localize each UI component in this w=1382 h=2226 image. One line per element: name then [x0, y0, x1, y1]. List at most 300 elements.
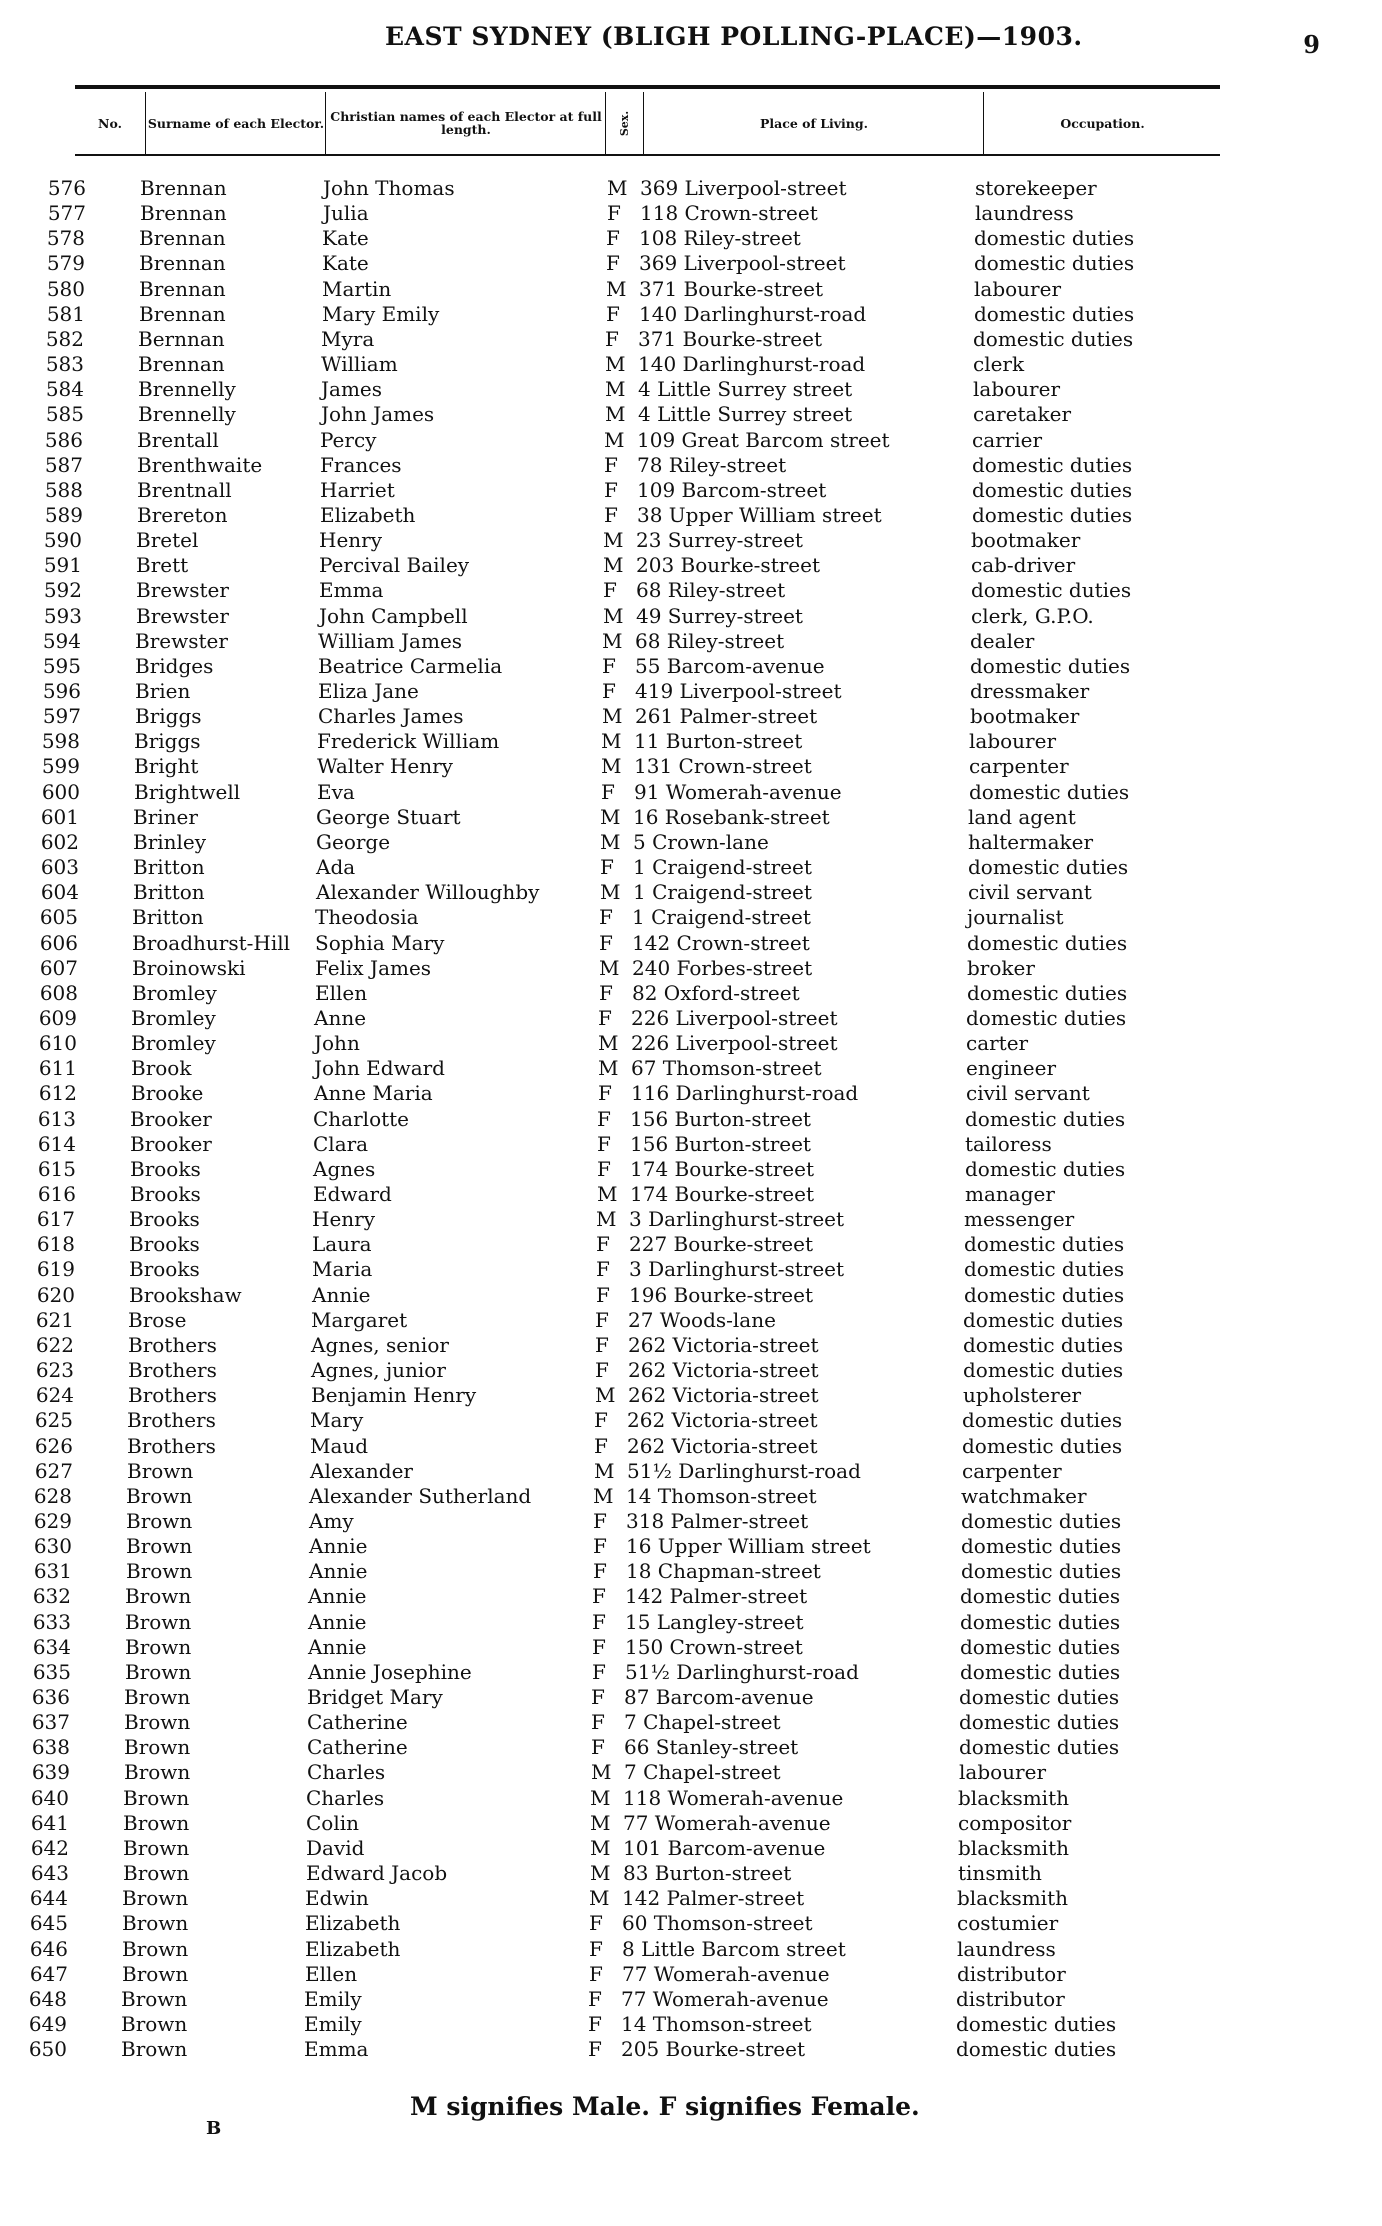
sex-cell: F: [603, 578, 617, 603]
surname-cell: Brentnall: [137, 477, 232, 502]
place-cell: 87 Barcom-avenue: [624, 1685, 814, 1709]
surname-cell: Brenthwaite: [137, 452, 263, 477]
place-cell: 3 Darlinghurst-street: [629, 1257, 845, 1282]
place-cell: 240 Forbes-street: [632, 955, 813, 980]
sex-cell: M: [589, 1886, 610, 1911]
surname-cell: Brown: [121, 2037, 188, 2062]
occupation-cell: broker: [967, 955, 1035, 980]
column-header-occupation: Occupation.: [983, 92, 1221, 154]
table-row: [0, 1534, 1382, 1559]
row-number: 636: [31, 1685, 70, 1709]
christian-names-cell: Agnes, senior: [311, 1332, 449, 1357]
sex-cell: F: [595, 1358, 609, 1383]
christian-names-cell: Clara: [313, 1131, 369, 1156]
christian-names-cell: Elizabeth: [320, 502, 416, 527]
sex-cell: F: [589, 1911, 603, 1936]
occupation-cell: domestic duties: [963, 1307, 1124, 1332]
surname-cell: Broadhurst-Hill: [132, 930, 291, 955]
row-number: 616: [37, 1182, 76, 1206]
surname-cell: Britton: [133, 855, 205, 880]
christian-names-cell: Alexander Sutherland: [309, 1483, 532, 1508]
christian-names-cell: Beatrice Carmelia: [318, 653, 503, 678]
surname-cell: Brown: [123, 1810, 190, 1835]
sex-cell: F: [606, 226, 620, 251]
place-cell: 142 Crown-street: [632, 930, 810, 955]
christian-names-cell: Percy: [320, 427, 377, 452]
surname-cell: Brown: [122, 1936, 189, 1961]
sex-cell: F: [593, 1508, 607, 1533]
place-cell: 318 Palmer-street: [626, 1508, 809, 1533]
sex-cell: F: [589, 1936, 603, 1961]
christian-names-cell: Theodosia: [315, 905, 419, 930]
row-number: 598: [41, 729, 80, 754]
surname-cell: Brothers: [128, 1358, 217, 1383]
table-row: [0, 478, 1382, 503]
surname-cell: Britton: [133, 880, 205, 905]
sex-cell: F: [598, 1005, 612, 1030]
christian-names-cell: Martin: [322, 276, 392, 301]
sex-cell: F: [606, 251, 620, 276]
place-cell: 261 Palmer-street: [635, 704, 818, 729]
sex-cell: F: [592, 1659, 606, 1684]
occupation-cell: domestic duties: [969, 779, 1130, 804]
sex-cell: F: [601, 779, 615, 804]
place-cell: 131 Crown-street: [634, 754, 812, 779]
place-cell: 83 Burton-street: [623, 1861, 792, 1886]
table-row: [0, 1509, 1382, 1534]
surname-cell: Brennan: [139, 301, 226, 326]
surname-cell: Brown: [124, 1685, 191, 1709]
occupation-cell: domestic duties: [972, 477, 1133, 502]
page-number: 9: [1303, 30, 1320, 59]
place-cell: 371 Bourke-street: [639, 276, 823, 301]
row-number: 626: [34, 1433, 73, 1458]
place-cell: 101 Barcom-avenue: [623, 1835, 826, 1860]
row-number: 604: [40, 880, 79, 905]
surname-cell: Bretel: [136, 528, 199, 553]
sex-cell: M: [594, 1458, 615, 1483]
christian-names-cell: Edward Jacob: [306, 1861, 448, 1886]
place-cell: 109 Barcom-street: [637, 477, 827, 502]
table-row: [0, 226, 1382, 251]
occupation-cell: domestic duties: [967, 930, 1128, 955]
column-header-christian-names: Christian names of each Elector at full length.: [325, 92, 606, 154]
christian-names-cell: Henry: [312, 1207, 376, 1232]
place-cell: 16 Upper William street: [626, 1534, 871, 1559]
christian-names-cell: Elizabeth: [305, 1911, 401, 1936]
table-row: [0, 1383, 1382, 1408]
page-title: EAST SYDNEY (BLIGH POLLING-PLACE)—1903.: [385, 22, 1083, 51]
row-number: 647: [29, 1961, 68, 1986]
sex-cell: F: [592, 1584, 606, 1609]
row-number: 642: [30, 1835, 69, 1860]
christian-names-cell: Laura: [312, 1232, 372, 1257]
christian-names-cell: Ada: [316, 855, 356, 880]
occupation-cell: laundress: [975, 201, 1074, 226]
column-header-sex-label: Sex.: [618, 110, 632, 136]
surname-cell: Brooker: [130, 1106, 212, 1131]
row-number: 593: [43, 603, 82, 628]
sex-cell: M: [604, 427, 625, 452]
surname-cell: Brown: [121, 2011, 188, 2036]
surname-cell: Briggs: [135, 704, 202, 729]
occupation-cell: haltermaker: [968, 829, 1094, 854]
sex-cell: F: [604, 452, 618, 477]
occupation-cell: costumier: [957, 1911, 1059, 1936]
surname-cell: Brooks: [130, 1156, 201, 1181]
table-row: [0, 2037, 1382, 2062]
occupation-cell: domestic duties: [961, 1559, 1122, 1584]
row-number: 610: [38, 1031, 77, 1056]
row-number: 633: [32, 1609, 71, 1634]
place-cell: 1 Craigend-street: [632, 905, 811, 930]
row-number: 614: [37, 1131, 76, 1156]
sex-cell: F: [588, 2037, 602, 2062]
surname-cell: Brothers: [127, 1408, 216, 1433]
row-number: 650: [28, 2037, 67, 2062]
christian-names-cell: Mary: [310, 1408, 364, 1433]
occupation-cell: domestic duties: [974, 251, 1135, 276]
table-row: [0, 931, 1382, 956]
table-row: [0, 855, 1382, 880]
place-cell: 49 Surrey-street: [636, 603, 803, 628]
christian-names-cell: George Stuart: [316, 804, 461, 829]
place-cell: 196 Bourke-street: [629, 1282, 813, 1307]
row-number: 601: [40, 804, 79, 829]
christian-names-cell: Sophia Mary: [315, 930, 445, 955]
surname-cell: Bromley: [131, 1005, 216, 1030]
place-cell: 419 Liverpool-street: [635, 679, 842, 703]
occupation-cell: distributor: [956, 1986, 1065, 2011]
table-row: [0, 1911, 1382, 1936]
table-row: [0, 1861, 1382, 1886]
row-number: 635: [32, 1659, 71, 1684]
christian-names-cell: Maria: [312, 1257, 373, 1282]
table-row: [0, 1408, 1382, 1433]
table-row: [0, 1484, 1382, 1509]
place-cell: 174 Bourke-street: [630, 1182, 814, 1206]
table-row: [0, 780, 1382, 805]
row-number: 600: [41, 779, 80, 804]
place-cell: 371 Bourke-street: [638, 326, 822, 351]
occupation-cell: bootmaker: [971, 528, 1081, 553]
row-number: 634: [32, 1634, 71, 1659]
occupation-cell: domestic duties: [970, 653, 1131, 678]
sex-cell: M: [601, 754, 622, 779]
sex-cell: F: [597, 1131, 611, 1156]
surname-cell: Brennan: [139, 251, 226, 276]
table-row: [0, 1610, 1382, 1635]
sex-cell: M: [598, 1056, 619, 1081]
christian-names-cell: Annie: [309, 1559, 368, 1584]
table-row: [0, 1710, 1382, 1735]
occupation-cell: domestic duties: [966, 1005, 1127, 1030]
occupation-cell: domestic duties: [973, 326, 1134, 351]
sex-legend: M signifies Male. F signifies Female.: [410, 2092, 920, 2121]
christian-names-cell: Amy: [309, 1508, 354, 1533]
table-row: [0, 1660, 1382, 1685]
surname-cell: Brown: [122, 1886, 189, 1911]
place-cell: 51½ Darlinghurst-road: [625, 1659, 859, 1684]
christian-names-cell: John Campbell: [319, 603, 468, 628]
surname-cell: Brown: [124, 1760, 191, 1785]
row-number: 646: [29, 1936, 68, 1961]
row-number: 578: [46, 226, 85, 251]
christian-names-cell: Anne Maria: [314, 1081, 433, 1106]
sex-cell: M: [600, 804, 621, 829]
table-row: [0, 880, 1382, 905]
row-number: 617: [36, 1207, 75, 1232]
table-row: [0, 201, 1382, 226]
sex-cell: M: [590, 1810, 611, 1835]
place-cell: 156 Burton-street: [630, 1106, 811, 1131]
row-number: 622: [35, 1332, 74, 1357]
row-number: 582: [45, 326, 84, 351]
table-row: [0, 377, 1382, 402]
sex-cell: F: [598, 1081, 612, 1106]
surname-cell: Briggs: [134, 729, 201, 754]
christian-names-cell: Alexander Willoughby: [316, 880, 540, 905]
table-row: [0, 1886, 1382, 1911]
occupation-cell: watchmaker: [961, 1483, 1087, 1508]
row-number: 594: [42, 628, 81, 653]
table-row: [0, 1559, 1382, 1584]
place-cell: 15 Langley-street: [625, 1609, 804, 1634]
christian-names-cell: Emily: [304, 1986, 362, 2011]
christian-names-cell: Edward: [313, 1182, 392, 1206]
occupation-cell: domestic duties: [956, 2011, 1117, 2036]
place-cell: 118 Womerah-avenue: [623, 1785, 844, 1810]
place-cell: 68 Riley-street: [636, 578, 786, 603]
occupation-cell: domestic duties: [972, 452, 1133, 477]
sex-cell: F: [599, 930, 613, 955]
table-row: [0, 1786, 1382, 1811]
place-cell: 262 Victoria-street: [628, 1332, 819, 1357]
place-cell: 142 Palmer-street: [622, 1886, 805, 1911]
surname-cell: Brennan: [138, 352, 225, 377]
surname-cell: Brown: [123, 1861, 190, 1886]
table-row: [0, 1081, 1382, 1106]
occupation-cell: domestic duties: [959, 1685, 1120, 1709]
christian-names-cell: Kate: [322, 251, 369, 276]
row-number: 602: [40, 829, 79, 854]
christian-names-cell: Kate: [322, 226, 369, 251]
sex-cell: F: [592, 1634, 606, 1659]
table-row: [0, 981, 1382, 1006]
surname-cell: Bright: [134, 754, 199, 779]
christian-names-cell: Annie: [309, 1534, 368, 1559]
row-number: 638: [31, 1735, 70, 1760]
occupation-cell: domestic duties: [971, 578, 1132, 603]
row-number: 589: [44, 502, 83, 527]
sex-cell: F: [594, 1408, 608, 1433]
surname-cell: Britton: [132, 905, 204, 930]
surname-cell: Bernnan: [138, 326, 225, 351]
occupation-cell: domestic duties: [962, 1433, 1123, 1458]
surname-cell: Bridges: [135, 653, 214, 678]
table-row: [0, 578, 1382, 603]
occupation-cell: dressmaker: [970, 679, 1090, 703]
place-cell: 227 Bourke-street: [629, 1232, 813, 1257]
row-number: 639: [31, 1760, 70, 1785]
surname-cell: Brothers: [127, 1433, 216, 1458]
surname-cell: Brothers: [128, 1383, 217, 1408]
place-cell: 7 Chapel-street: [624, 1760, 781, 1785]
occupation-cell: clerk, G.P.O.: [971, 603, 1094, 628]
occupation-cell: domestic duties: [965, 1106, 1126, 1131]
occupation-cell: carpenter: [962, 1458, 1062, 1483]
sex-cell: M: [603, 603, 624, 628]
table-row: [0, 1056, 1382, 1081]
occupation-cell: domestic duties: [967, 980, 1128, 1005]
table-row: [0, 1006, 1382, 1031]
table-row: [0, 302, 1382, 327]
occupation-cell: domestic duties: [962, 1408, 1123, 1433]
occupation-cell: labourer: [969, 729, 1057, 754]
place-cell: 108 Riley-street: [639, 226, 801, 251]
column-header-place: Place of Living.: [643, 92, 984, 154]
surname-cell: Brook: [131, 1056, 192, 1081]
row-number: 630: [33, 1534, 72, 1559]
occupation-cell: domestic duties: [974, 301, 1135, 326]
place-cell: 27 Woods-lane: [628, 1307, 776, 1332]
table-row: [0, 1358, 1382, 1383]
occupation-cell: domestic duties: [956, 2037, 1117, 2062]
sex-cell: M: [603, 553, 624, 578]
place-cell: 262 Victoria-street: [628, 1358, 819, 1383]
surname-cell: Brown: [124, 1735, 191, 1760]
table-row: [0, 805, 1382, 830]
row-number: 606: [39, 930, 78, 955]
signature-mark: B: [206, 2118, 222, 2139]
occupation-cell: domestic duties: [961, 1534, 1122, 1559]
row-number: 579: [46, 251, 85, 276]
sex-cell: M: [605, 402, 626, 427]
surname-cell: Brown: [124, 1710, 191, 1735]
place-cell: 4 Little Surrey street: [638, 402, 853, 427]
surname-cell: Brown: [125, 1659, 192, 1684]
table-row: [0, 1962, 1382, 1987]
christian-names-cell: Julia: [323, 201, 369, 226]
row-number: 607: [39, 955, 78, 980]
place-cell: 226 Liverpool-street: [631, 1005, 838, 1030]
occupation-cell: upholsterer: [963, 1383, 1082, 1408]
table-row: [0, 629, 1382, 654]
row-number: 590: [43, 528, 82, 553]
row-number: 584: [45, 377, 84, 402]
table-row: [0, 428, 1382, 453]
christian-names-cell: John James: [321, 402, 435, 427]
sex-cell: M: [591, 1760, 612, 1785]
place-cell: 14 Thomson-street: [621, 2011, 812, 2036]
sex-cell: M: [605, 352, 626, 377]
row-number: 587: [44, 452, 83, 477]
surname-cell: Brookshaw: [129, 1282, 242, 1307]
sex-cell: M: [603, 528, 624, 553]
occupation-cell: engineer: [966, 1056, 1057, 1081]
sex-cell: M: [590, 1835, 611, 1860]
christian-names-cell: Catherine: [307, 1710, 408, 1735]
table-row: [0, 1182, 1382, 1207]
row-number: 596: [42, 679, 81, 703]
occupation-cell: domestic duties: [972, 502, 1133, 527]
row-number: 645: [29, 1911, 68, 1936]
surname-cell: Brown: [122, 1911, 189, 1936]
christian-names-cell: Catherine: [307, 1735, 408, 1760]
occupation-cell: domestic duties: [963, 1358, 1124, 1383]
sex-cell: F: [597, 1106, 611, 1131]
occupation-cell: blacksmith: [957, 1886, 1068, 1911]
occupation-cell: domestic duties: [960, 1659, 1121, 1684]
place-cell: 262 Victoria-street: [628, 1383, 819, 1408]
sex-cell: F: [607, 201, 621, 226]
sex-cell: F: [597, 1156, 611, 1181]
occupation-cell: compositor: [958, 1810, 1072, 1835]
table-row: [0, 604, 1382, 629]
place-cell: 66 Stanley-street: [624, 1735, 799, 1760]
row-number: 631: [33, 1559, 72, 1584]
place-cell: 77 Womerah-avenue: [623, 1810, 831, 1835]
table-row: [0, 1685, 1382, 1710]
occupation-cell: labourer: [974, 276, 1062, 301]
row-number: 586: [44, 427, 83, 452]
table-row: [0, 1232, 1382, 1257]
christian-names-cell: William: [321, 352, 398, 377]
place-cell: 38 Upper William street: [637, 502, 882, 527]
occupation-cell: domestic duties: [964, 1257, 1125, 1282]
sex-cell: F: [596, 1257, 610, 1282]
place-cell: 1 Craigend-street: [633, 855, 812, 880]
christian-names-cell: Frederick William: [317, 729, 500, 754]
christian-names-cell: Bridget Mary: [307, 1685, 443, 1709]
place-cell: 142 Palmer-street: [625, 1584, 808, 1609]
table-row: [0, 251, 1382, 276]
occupation-cell: tailoress: [965, 1131, 1052, 1156]
occupation-cell: messenger: [964, 1207, 1075, 1232]
table-row: [0, 402, 1382, 427]
table-row: [0, 528, 1382, 553]
table-row: [0, 277, 1382, 302]
occupation-cell: domestic duties: [965, 1156, 1126, 1181]
christian-names-cell: Felix James: [315, 955, 432, 980]
surname-cell: Brennan: [139, 276, 226, 301]
christian-names-cell: Maud: [310, 1433, 369, 1458]
table-row: [0, 1735, 1382, 1760]
surname-cell: Brennan: [140, 176, 227, 200]
place-cell: 174 Bourke-street: [630, 1156, 814, 1181]
table-row: [0, 1760, 1382, 1785]
place-cell: 156 Burton-street: [630, 1131, 811, 1156]
row-number: 627: [34, 1458, 73, 1483]
sex-cell: F: [591, 1710, 605, 1735]
christian-names-cell: Annie: [308, 1609, 367, 1634]
occupation-cell: clerk: [973, 352, 1025, 377]
row-number: 625: [34, 1408, 73, 1433]
surname-cell: Brereton: [137, 502, 228, 527]
occupation-cell: blacksmith: [958, 1835, 1069, 1860]
sex-cell: M: [595, 1383, 616, 1408]
place-cell: 23 Surrey-street: [636, 528, 803, 553]
place-cell: 369 Liverpool-street: [640, 176, 847, 200]
surname-cell: Brennan: [140, 201, 227, 226]
place-cell: 262 Victoria-street: [627, 1433, 818, 1458]
table-row: [0, 2012, 1382, 2037]
christian-names-cell: Emma: [319, 578, 384, 603]
table-row: [0, 176, 1382, 201]
surname-cell: Brightwell: [134, 779, 241, 804]
place-cell: 11 Burton-street: [634, 729, 803, 754]
occupation-cell: bootmaker: [970, 704, 1080, 729]
